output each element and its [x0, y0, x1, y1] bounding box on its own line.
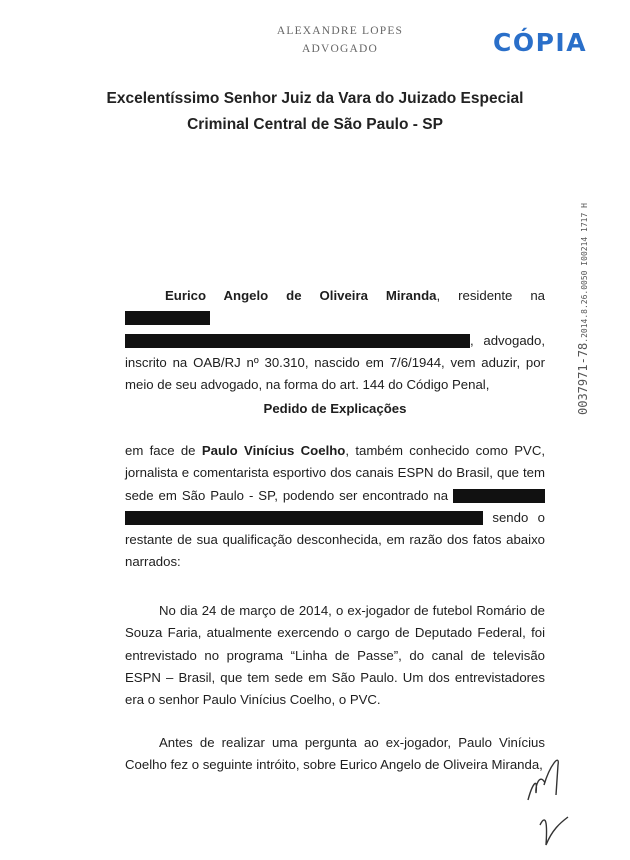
intro-text-2: , advogado, inscrito na OAB/RJ nº 30.310, nascido em 7/6/1944, vem aduzir, por meio de seu advogado, na forma do art. 144 do Código Penal, — [125, 332, 545, 393]
letterhead-name: ALEXANDRE LOPES — [276, 25, 404, 37]
intro-quote-paragraph: Antes de realizar uma pergunta ao ex-jogador, Paulo Vinícius Coelho fez o seguinte intróito, sobre Eurico Angelo de Oliveira Miranda, — [125, 735, 545, 773]
redacted-address-4 — [125, 511, 483, 525]
p2-text-2: , também conhecido como PVC, jornalista e comentarista esportivo dos canais ESPN do Brasil, que tem sede em São Paulo - SP, podendo ser encontrado na — [125, 443, 546, 503]
margin-protocol-suffix: .2014.8.26.0050 I00214 1717 H — [580, 203, 589, 343]
intro-text-1: , residente na — [436, 288, 545, 303]
court-address — [95, 86, 535, 138]
facts-paragraph: No dia 24 de março de 2014, o ex-jogador de futebol Romário de Souza Faria, atualmente exercendo o cargo de Deputado Federal, foi entrevistado no programa “Linha de Passe”, do canal de televisão ESPN – Brasil, que tem sede em São Paulo. Um dos entrevistadores era o senhor Paulo Vinícius Coelho, o PVC. — [125, 603, 545, 708]
redacted-address-3 — [453, 489, 545, 503]
section-heading: Pedido de Explicações — [263, 401, 407, 416]
p2-text-1: em face de — [125, 443, 202, 458]
court-address-line-2: Criminal Central de São Paulo - SP — [187, 116, 443, 133]
letterhead-title: ADVOGADO — [301, 43, 379, 55]
intro-paragraph — [125, 285, 545, 396]
redacted-address-1 — [125, 311, 210, 325]
defendant-name: Paulo Vinícius Coelho — [201, 443, 346, 458]
margin-protocol-code — [572, 203, 591, 415]
handwritten-initials — [510, 745, 580, 855]
margin-protocol-number: 0037971-78 — [576, 342, 590, 415]
copy-stamp: CÓPIA — [493, 28, 588, 57]
redacted-address-2 — [125, 334, 470, 348]
plaintiff-name: Eurico Angelo de Oliveira Miranda — [165, 288, 437, 303]
defendant-paragraph — [125, 440, 545, 574]
p2-text-3: sendo o restante de sua qualificação desconhecida, em razão dos fatos abaixo narrados: — [125, 509, 545, 570]
court-address-line-1: Excelentíssimo Senhor Juiz da Vara do Juizado Especial — [106, 90, 524, 107]
